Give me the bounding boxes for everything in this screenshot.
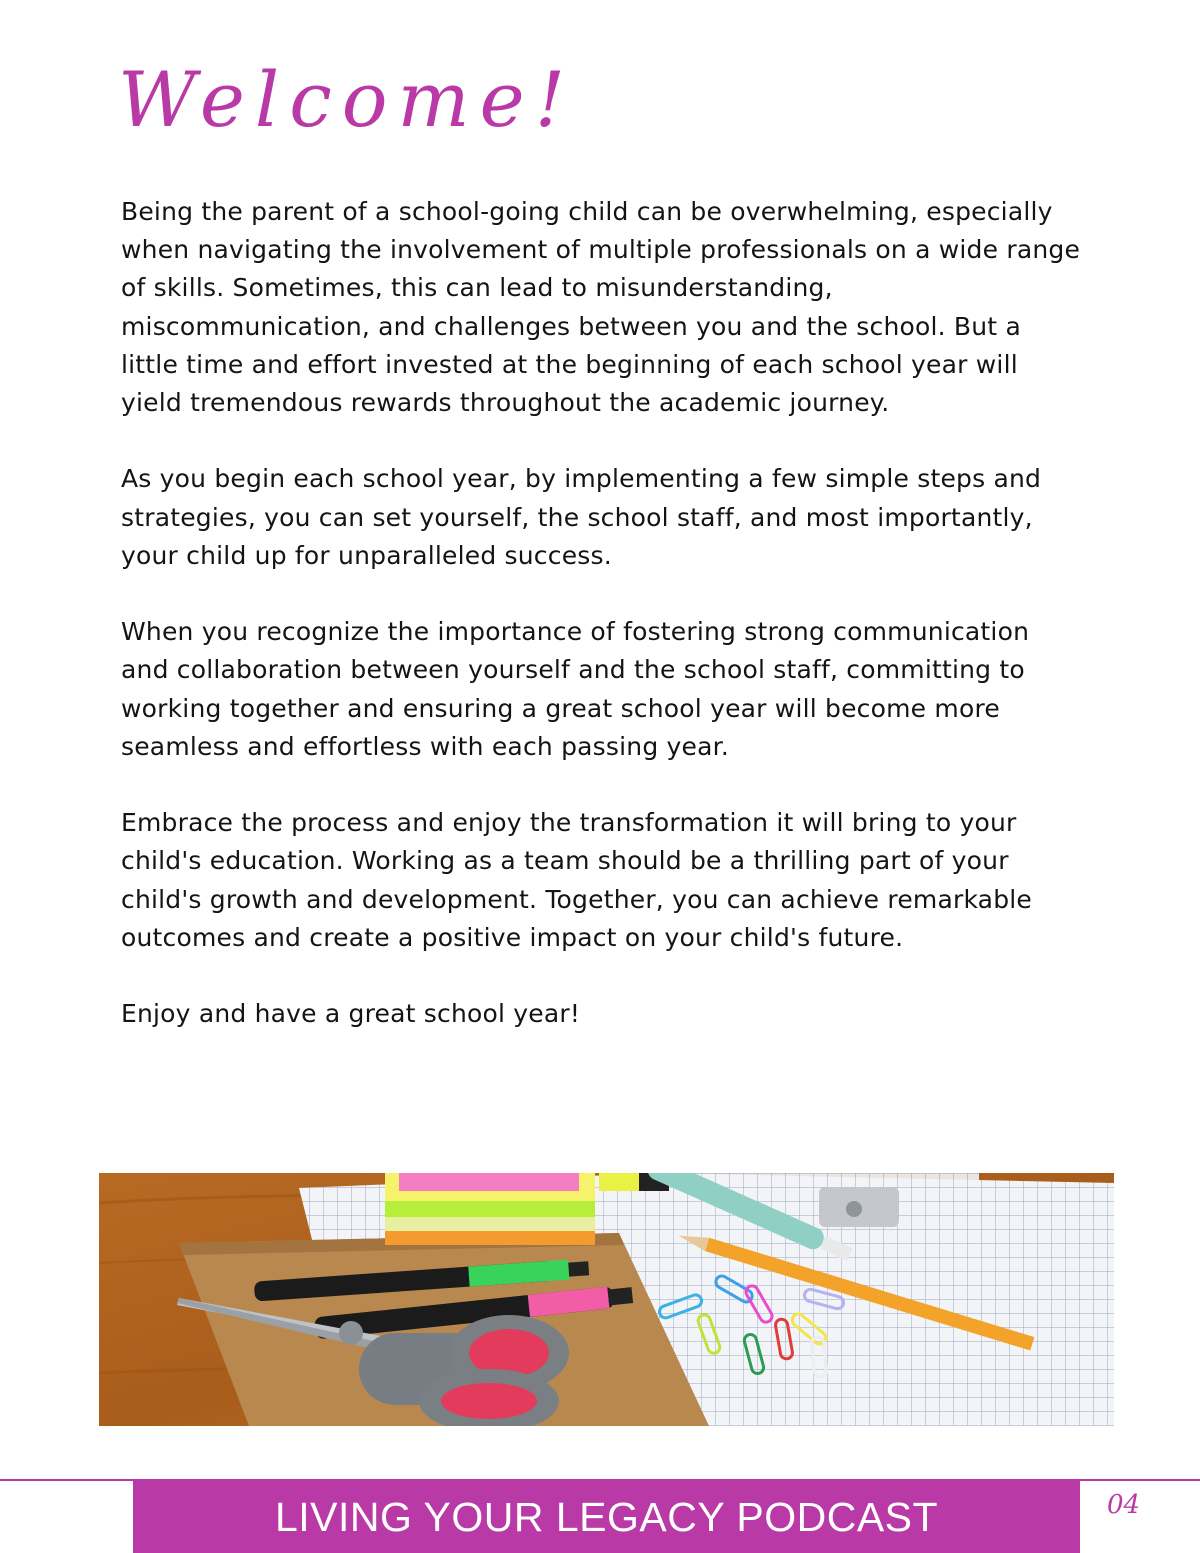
paragraph-5: Enjoy and have a great school year! [121,999,581,1029]
footer-banner [133,1481,1080,1553]
footer-banner-text: LIVING YOUR LEGACY PODCAST [274,1493,939,1540]
paragraph-2: As you begin each school year, by implementing a few simple steps and strategies, you can set yourself, the school staff, and most importantly, your child up for unparalleled success. [121,464,1042,570]
school-supplies-photo [99,1173,1114,1426]
body-text [121,193,1081,1072]
paragraph-3: When you recognize the importance of fostering strong communication and collaboration between yourself and the school staff, committing to working together and ensuring a great school year will become more seamless and effortless with each passing year. [121,617,1030,761]
page-title: Welcome! [118,55,576,144]
page-number: 04 [1107,1490,1141,1520]
paragraph-4: Embrace the process and enjoy the transformation it will bring to your child's education. Working as a team should be a thrilling part of your child's growth and development. Together, you can achieve remarkable outcomes and create a positive impact on your child's future. [121,808,1032,952]
paragraph-1: Being the parent of a school-going child can be overwhelming, especially when navigating the involvement of multiple professionals on a wide range of skills. Sometimes, this can lead to misunderstanding, miscommunication, and challenges between you and the school. But a little time and effort invested at the beginning of each school year will yield tremendous rewards throughout the academic journey. [121,197,1081,418]
